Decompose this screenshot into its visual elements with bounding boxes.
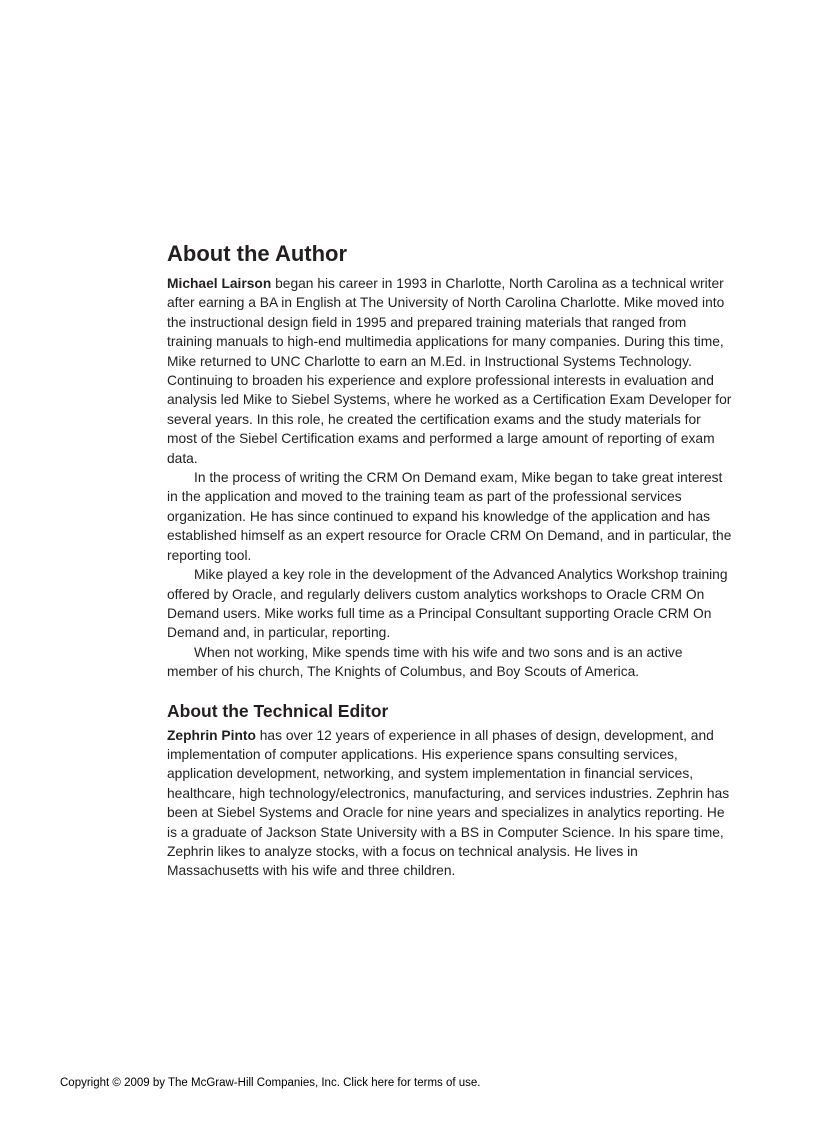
author-paragraph-2: In the process of writing the CRM On Demand exam, Mike began to take great interest in the application and moved to the training team as part of the professional services organization. He has since continued to expand his knowledge of the application and has established himself as an expert resource for Oracle CRM On Demand, and in particular, the reporting tool. <box>167 470 732 563</box>
page-content <box>167 240 732 881</box>
author-paragraph-4: When not working, Mike spends time with his wife and two sons and is an active member of his church, The Knights of Columbus, and Boy Scouts of America. <box>167 644 683 680</box>
author-paragraph-1 <box>167 274 732 468</box>
author-heading: About the Author <box>167 241 348 266</box>
author-paragraph-3: Mike played a key role in the development of the Advanced Analytics Workshop training offered by Oracle, and regularly delivers custom analytics workshops to Oracle CRM On Demand users. Mike works full time as a Principal Consultant supporting Oracle CRM On Demand and, in particular, reporting. <box>167 567 728 641</box>
editor-name: Zephrin Pinto <box>167 727 256 743</box>
author-paragraph-1-text: began his career in 1993 in Charlotte, North Carolina as a technical writer after earning a BA in English at The University of North Carolina Charlotte. Mike moved into the instructional design field in 1995 and prepared training materials that ranged from training manuals to high-end multimedia applications for many companies. During this time, Mike returned to UNC Charlotte to earn an M.Ed. in Instructional Systems Technology. Continuing to broaden his experience and explore professional interests in evaluation and analysis led Mike to Siebel Systems, where he worked as a Certification Exam Developer for several years. In this role, he created the certification exams and the study materials for most of the Siebel Certification exams and performed a large amount of reporting of exam data. <box>167 276 732 466</box>
editor-paragraph <box>167 726 732 881</box>
editor-heading: About the Technical Editor <box>167 700 389 721</box>
editor-paragraph-text: has over 12 years of experience in all phases of design, development, and implementation of computer applications. His experience spans consulting services, application development, networking, and system implementation in financial services, healthcare, high technology/electronics, manufacturing, and services industries. Zephrin has been at Siebel Systems and Oracle for nine years and specializes in analytics reporting. He is a graduate of Jackson State University with a BS in Computer Science. In his spare time, Zephrin likes to analyze stocks, with a focus on technical analysis. He lives in Massachusetts with his wife and three children. <box>167 727 730 879</box>
author-name: Michael Lairson <box>167 276 272 291</box>
copyright-footer-link[interactable]: Copyright © 2009 by The McGraw-Hill Companies, Inc. Click here for terms of use. <box>60 1077 481 1089</box>
